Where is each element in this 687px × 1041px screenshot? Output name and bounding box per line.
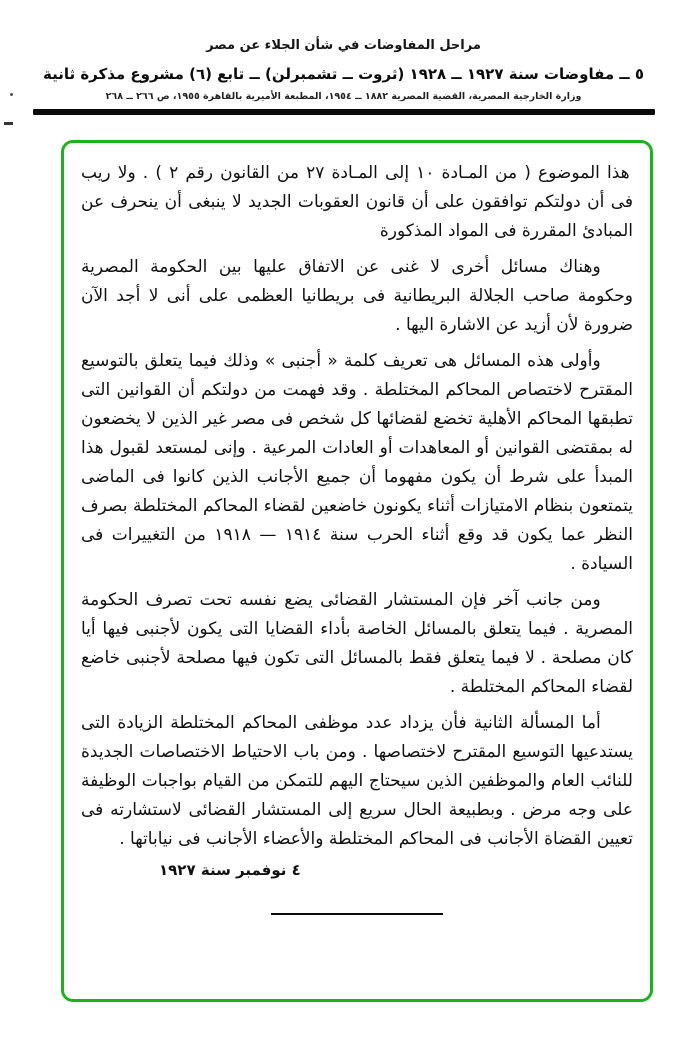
signature-line	[271, 913, 443, 915]
margin-dot-mark	[10, 93, 13, 96]
document-body-text	[81, 159, 633, 854]
source-citation: وزارة الخارجية المصرية، القضية المصرية ١٨٨٢ ــ ١٩٥٤، المطبعة الأميرية بالقاهرة ١٩٥٥، ص ٢٦٦ ــ ٢٦٨	[105, 91, 582, 102]
document-date: ٤ نوفمبر سنة ١٩٢٧	[159, 861, 301, 879]
page-title: مراحل المفاوضات في شأن الجلاء عن مصر	[206, 38, 481, 53]
paragraph-3: وأولى هذه المسائل هى تعريف كلمة « أجنبى » وذلك فيما يتعلق بالتوسيع المقترح لاختصاص المحاكم المختلطة . وقد فهمت من دولتكم أن القوانين التى تطبقها المحاكم الأهلية تخضع لقضائها كل شخص فى مصر غير الذين لا يخضعون له بمقتضى القوانين أو المعاهدات أو العادات المرعية . وإنى لمستعد لقبول هذا المبدأ على شرط أن يكون مفهوما أن جميع الأجانب الذين كانوا فى الماضى يتمتعون بنظام الامتيازات أثناء يكونون خاضعين لقضاء المحاكم المختلطة بصرف النظر عما يكون قد وقع أثناء الحرب سنة ١٩١٤ — ١٩١٨ من التغييرات فى السيادة .	[81, 351, 634, 574]
page-subtitle: ٥ ــ مفاوضات سنة ١٩٢٧ ــ ١٩٢٨ (ثروت ــ تشمبرلن) ــ تابع (٦) مشروع مذكرة ثانية	[42, 65, 645, 83]
header-divider	[33, 109, 655, 115]
paragraph-1: هذا الموضوع ( من المـادة ١٠ إلى المـادة ٢٧ من القانون رقم ٢ ) . ولا ريب فى أن دولتكم توافقون على أن قانون العقوبات الجديد لا ينبغى أن ينحرف عن المبادئ المقررة فى المواد المذكورة	[81, 163, 633, 241]
paragraph-4: ومن جانب آخر فإن المستشار القضائى يضع نفسه تحت تصرف الحكومة المصرية . فيما يتعلق بالمسائل الخاصة بأداء القضايا التى يكون لأجنبى فيها أيا كان مصلحة . لا فيما يتعلق فقط بالمسائل التى تكون فيها مصلحة لأجنبى خاضع لقضاء المحاكم المختلطة .	[81, 590, 633, 697]
margin-tick-mark	[4, 122, 13, 125]
page-header	[0, 0, 687, 102]
document-body-frame	[61, 140, 653, 1002]
paragraph-2: وهناك مسائل أخرى لا غنى عن الاتفاق عليها بين الحكومة المصرية وحكومة صاحب الجلالة البريطانية فى بريطانيا العظمى على أنى لا أجد الآن ضرورة لأن أزيد عن الاشارة اليها .	[81, 257, 633, 335]
paragraph-5: أما المسألة الثانية فأن يزداد عدد موظفى المحاكم المختلطة الزيادة التى يستدعيها التوسيع المقترح لاختصاصها . ومن باب الاحتياط الاختصاصات الجديدة للنائب العام والموظفين الذين سيحتاج اليهم للتمكن من القيام بواجبات الوظيفة على وجه مرض . وبطبيعة الحال سريع إلى المستشار القضائى لاستشارته فى تعيين القضاة الأجانب فى المحاكم المختلطة والأعضاء الأجانب فى نياباتها .	[81, 713, 633, 849]
